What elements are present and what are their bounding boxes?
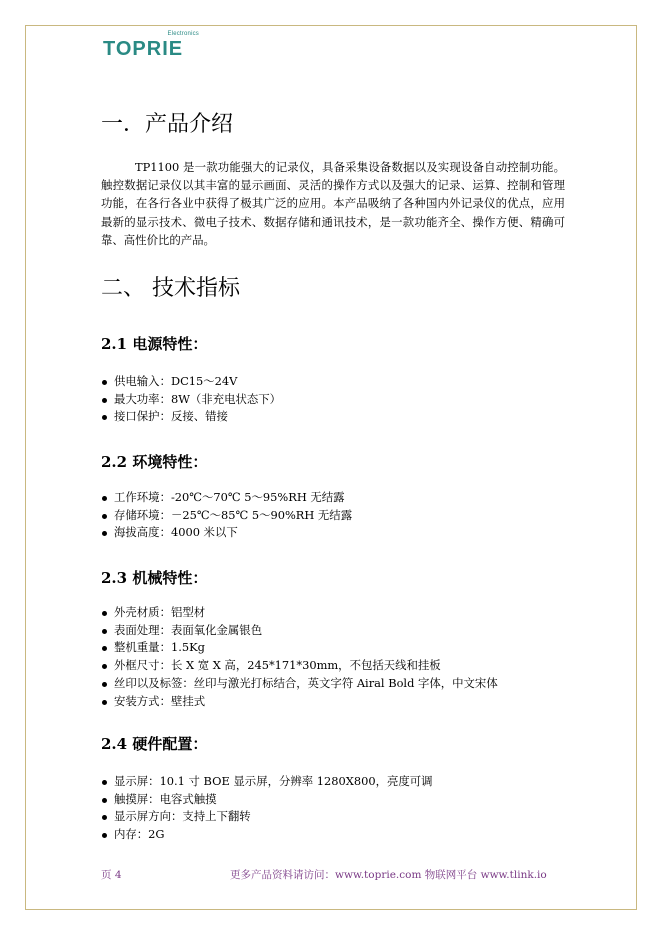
list-item: 外壳材质：铝型材 [101,604,498,622]
bullet [102,682,107,687]
heading-mechanical: 2.3 机械特性： [101,569,208,587]
hardware-list [101,773,433,844]
list-item: 接口保护：反接、错接 [101,408,281,426]
list-item: 供电输入：DC15～24V [101,373,281,391]
environment-list [101,489,352,542]
list-item: 外框尺寸：长 X 宽 X 高，245*171*30mm，不包括天线和挂板 [101,657,498,675]
list-item: 最大功率：8W（非充电状态下） [101,391,281,409]
bullet [102,629,107,634]
bullet [102,700,107,705]
list-item: 存储环境：－25℃～85℃ 5～90%RH 无结露 [101,507,352,525]
bullet [102,664,107,669]
bullet [102,611,107,616]
bullet [102,415,107,420]
heading-hardware: 2.4 硬件配置： [101,735,208,753]
page-number: 页 4 [101,869,122,881]
bullet [102,815,107,820]
bullet [102,380,107,385]
bullet [102,646,107,651]
heading-power: 2.1 电源特性： [101,335,208,353]
bullet [102,514,107,519]
list-item: 显示屏方向：支持上下翻转 [101,808,433,826]
footer-text: 更多产品资料请访问：www.toprie.com 物联网平台 www.tlink.io [230,869,547,881]
logo-subtitle: Electronics [167,31,199,37]
section-title-product-intro: 一．产品介绍 [101,112,234,137]
list-item: 表面处理：表面氧化金属银色 [101,622,498,640]
list-item: 安装方式：壁挂式 [101,693,498,711]
section-title-tech-specs: 二、 技术指标 [101,276,240,301]
bullet [102,780,107,785]
heading-environment: 2.2 环境特性： [101,453,208,471]
power-list [101,373,281,426]
bullet [102,496,107,501]
list-item: 触摸屏：电容式触摸 [101,791,433,809]
logo-text: TOPRIE [103,38,184,60]
list-item: 整机重量：1.5Kg [101,639,498,657]
list-item: 海拔高度：4000 米以下 [101,524,352,542]
list-item: 显示屏：10.1 寸 BOE 显示屏，分辨率 1280X800，亮度可调 [101,773,433,791]
bullet [102,798,107,803]
mechanical-list [101,604,498,710]
product-intro-paragraph: TP1100 是一款功能强大的记录仪，具备采集设备数据以及实现设备自动控制功能。触控数据记录仪以其丰富的显示画面、灵活的操作方式以及强大的记录、运算、控制和管理功能，在各行各业中获得了极其广泛的应用。本产品吸纳了各种国内外记录仪的优点，应用最新的显示技术、微电子技术、数据存储和通讯技术，是一款功能齐全、操作方便、精确可靠、高性价比的产品。 [101,160,565,247]
bullet [102,833,107,838]
toprie-logo [103,31,203,61]
list-item: 内存：2G [101,826,433,844]
bullet [102,531,107,536]
list-item: 工作环境：-20℃～70℃ 5～95%RH 无结露 [101,489,352,507]
bullet [102,398,107,403]
list-item: 丝印以及标签：丝印与激光打标结合，英文字符 Airal Bold 字体，中文宋体 [101,675,498,693]
